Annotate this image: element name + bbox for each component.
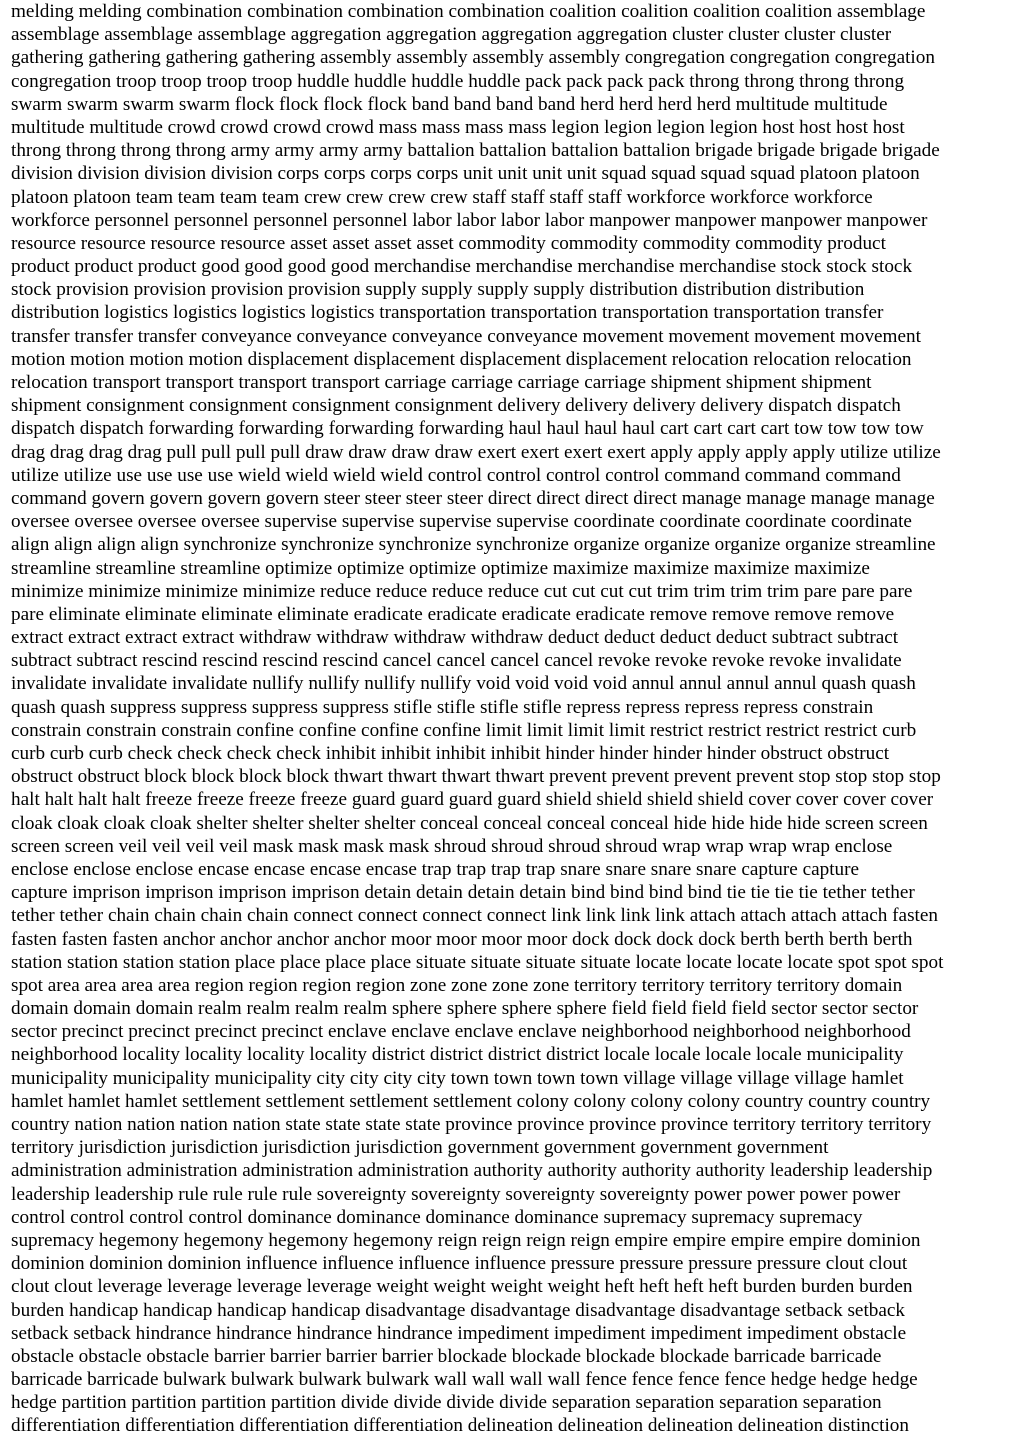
- text-line: country nation nation nation nation state state state state province province province province territory territory territory: [11, 1114, 932, 1135]
- text-line: clout clout leverage leverage leverage leverage weight weight weight weight heft heft heft heft burden burden burden: [11, 1276, 913, 1298]
- text-line: territory jurisdiction jurisdiction jurisdiction jurisdiction government government government government: [11, 1137, 829, 1159]
- text-line: align align align align synchronize synchronize synchronize synchronize organize organize organize organize streamline: [11, 534, 936, 556]
- text-line: spot area area area area region region region region zone zone zone zone territory territory territory territory domain: [11, 974, 903, 996]
- text-line: motion motion motion motion displacement displacement displacement displacement relocation relocation relocation: [11, 348, 912, 370]
- text-line: administration administration administration administration authority authority authority authority leadership leadership: [11, 1160, 933, 1182]
- text-line: workforce personnel personnel personnel personnel labor labor labor labor manpower manpower manpower manpower: [11, 209, 928, 231]
- text-line: barricade barricade bulwark bulwark bulwark bulwark wall wall wall wall fence fence fence fence hedge hedge hedge: [11, 1369, 918, 1391]
- text-line: distribution logistics logistics logistics logistics transportation transportation transportation transportation transfer: [11, 302, 884, 324]
- text-line: assemblage assemblage assemblage aggregation aggregation aggregation aggregation cluster cluster cluster cluster: [11, 24, 892, 46]
- text-line: congregation troop troop troop troop huddle huddle huddle huddle pack pack pack pack throng throng throng throng: [11, 70, 905, 92]
- text-line: supremacy hegemony hegemony hegemony hegemony reign reign reign reign empire empire empire empire dominion: [11, 1229, 921, 1251]
- text-line: resource resource resource resource asset asset asset asset commodity commodity commodity commodity product: [11, 232, 886, 254]
- text-line: leadership leadership rule rule rule rule sovereignty sovereignty sovereignty sovereignty power power power power: [11, 1183, 901, 1205]
- text-line: melding melding combination combination combination combination coalition coalition coalition coalition assemblage: [11, 1, 926, 22]
- text-line: minimize minimize minimize minimize reduce reduce reduce reduce cut cut cut cut trim trim trim trim pare pare pare: [11, 580, 913, 602]
- text-line: hamlet hamlet hamlet settlement settlement settlement settlement colony colony colony colony country country country: [11, 1090, 931, 1112]
- text-line: swarm swarm swarm swarm flock flock flock flock band band band band herd herd herd herd multitude multitude: [11, 93, 888, 115]
- text-line: utilize utilize use use use use wield wield wield wield control control control control command command command: [11, 464, 901, 486]
- text-line: obstruct obstruct block block block block thwart thwart thwart thwart prevent prevent prevent prevent stop stop stop stop: [11, 766, 941, 788]
- text-line: quash quash suppress suppress suppress suppress stifle stifle stifle stifle repress repress repress repress constrain: [11, 696, 874, 718]
- text-line: capture imprison imprison imprison imprison detain detain detain detain bind bind bind bind tie tie tie tie tether tether: [11, 882, 915, 904]
- text-line: constrain constrain constrain confine confine confine confine limit limit limit limit restrict restrict restrict restrict curb: [11, 719, 917, 741]
- text-line: halt halt halt halt freeze freeze freeze freeze guard guard guard guard shield shield shield shield cover cover cover cover: [11, 789, 934, 811]
- text-line: dispatch dispatch forwarding forwarding forwarding forwarding haul haul haul haul cart cart cart cart tow tow tow tow: [11, 418, 924, 440]
- text-line: drag drag drag drag pull pull pull pull draw draw draw draw exert exert exert exert apply apply apply apply utilize utilize: [11, 441, 941, 463]
- text-line: enclose enclose enclose encase encase encase encase trap trap trap trap snare snare snare snare capture capture: [11, 858, 860, 880]
- text-line: relocation transport transport transport transport carriage carriage carriage carriage shipment shipment shipment: [11, 372, 872, 393]
- text-line: invalidate invalidate invalidate nullify nullify nullify nullify void void void void annul annul annul annul quash quash: [11, 673, 916, 695]
- text-line: platoon platoon team team team team crew crew crew crew staff staff staff staff workforce workforce workforce: [11, 186, 873, 208]
- text-line: transfer transfer transfer conveyance conveyance conveyance conveyance movement movement movement movement: [11, 325, 921, 347]
- text-line: tether tether chain chain chain chain connect connect connect connect link link link link attach attach attach attach fasten: [11, 905, 938, 927]
- text-line: municipality municipality municipality city city city city town town town town village village village village hamlet: [11, 1067, 904, 1089]
- text-line: extract extract extract extract withdraw withdraw withdraw withdraw deduct deduct deduct deduct subtract subtract: [11, 627, 899, 649]
- text-line: gathering gathering gathering gathering assembly assembly assembly assembly congregation congregation congregation: [11, 47, 935, 69]
- text-line: dominion dominion dominion influence influence influence influence pressure pressure pressure pressure clout clout: [11, 1253, 908, 1275]
- text-line: curb curb curb check check check check inhibit inhibit inhibit inhibit hinder hinder hinder hinder obstruct obstruct: [11, 743, 890, 764]
- text-line: oversee oversee oversee oversee supervise supervise supervise supervise coordinate coordinate coordinate coordinate: [11, 511, 912, 533]
- text-line: product product product good good good good merchandise merchandise merchandise merchandise stock stock stock: [11, 256, 913, 278]
- text-line: multitude multitude crowd crowd crowd crowd mass mass mass mass legion legion legion legion host host host host: [11, 116, 905, 138]
- text-line: streamline streamline streamline optimize optimize optimize optimize maximize maximize maximize maximize: [11, 557, 870, 579]
- text-line: subtract subtract rescind rescind rescind rescind cancel cancel cancel cancel revoke revoke revoke revoke invalidate: [11, 650, 902, 672]
- text-line: neighborhood locality locality locality locality district district district district locale locale locale locale municipality: [11, 1044, 904, 1066]
- text-line: command govern govern govern govern steer steer steer steer direct direct direct direct manage manage manage manage: [11, 487, 935, 509]
- text-line: domain domain domain realm realm realm realm sphere sphere sphere sphere field field field field sector sector sector: [11, 998, 919, 1020]
- text-line: burden handicap handicap handicap handicap disadvantage disadvantage disadvantage disadvantage setback setback: [11, 1299, 905, 1321]
- text-line: stock provision provision provision provision supply supply supply supply distribution distribution distribution: [11, 279, 865, 301]
- text-line: differentiation differentiation differentiation differentiation delineation delineation delineation delineation distinction: [11, 1415, 909, 1437]
- text-line: throng throng throng throng army army army army battalion battalion battalion battalion brigade brigade brigade brigade: [11, 140, 940, 162]
- text-line: division division division division corps corps corps corps unit unit unit unit squad squad squad squad platoon platoon: [11, 163, 920, 185]
- text-line: pare eliminate eliminate eliminate eliminate eradicate eradicate eradicate eradicate remove remove remove remove: [11, 603, 895, 625]
- text-line: fasten fasten fasten anchor anchor anchor anchor moor moor moor moor dock dock dock dock berth berth berth berth: [11, 928, 913, 950]
- text-line: control control control control dominance dominance dominance dominance supremacy supremacy supremacy: [11, 1206, 863, 1228]
- text-line: hedge partition partition partition partition divide divide divide divide separation separation separation separation: [11, 1392, 882, 1414]
- text-line: station station station station place place place place situate situate situate situate locate locate locate locate spot spot spot: [11, 951, 944, 973]
- text-line: obstacle obstacle obstacle barrier barrier barrier barrier blockade blockade blockade blockade barricade barricade: [11, 1345, 882, 1367]
- text-line: sector precinct precinct precinct precinct enclave enclave enclave enclave neighborhood neighborhood neighborhood: [11, 1021, 911, 1043]
- text-line: cloak cloak cloak cloak shelter shelter shelter shelter conceal conceal conceal conceal hide hide hide hide screen screen: [11, 812, 928, 834]
- text-line: screen screen veil veil veil veil mask mask mask mask shroud shroud shroud shroud wrap wrap wrap wrap enclose: [11, 835, 893, 857]
- text-line: setback setback hindrance hindrance hindrance hindrance impediment impediment impediment impediment obstacle: [11, 1322, 907, 1344]
- text-line: shipment consignment consignment consignment consignment delivery delivery delivery delivery dispatch dispatch: [11, 395, 901, 417]
